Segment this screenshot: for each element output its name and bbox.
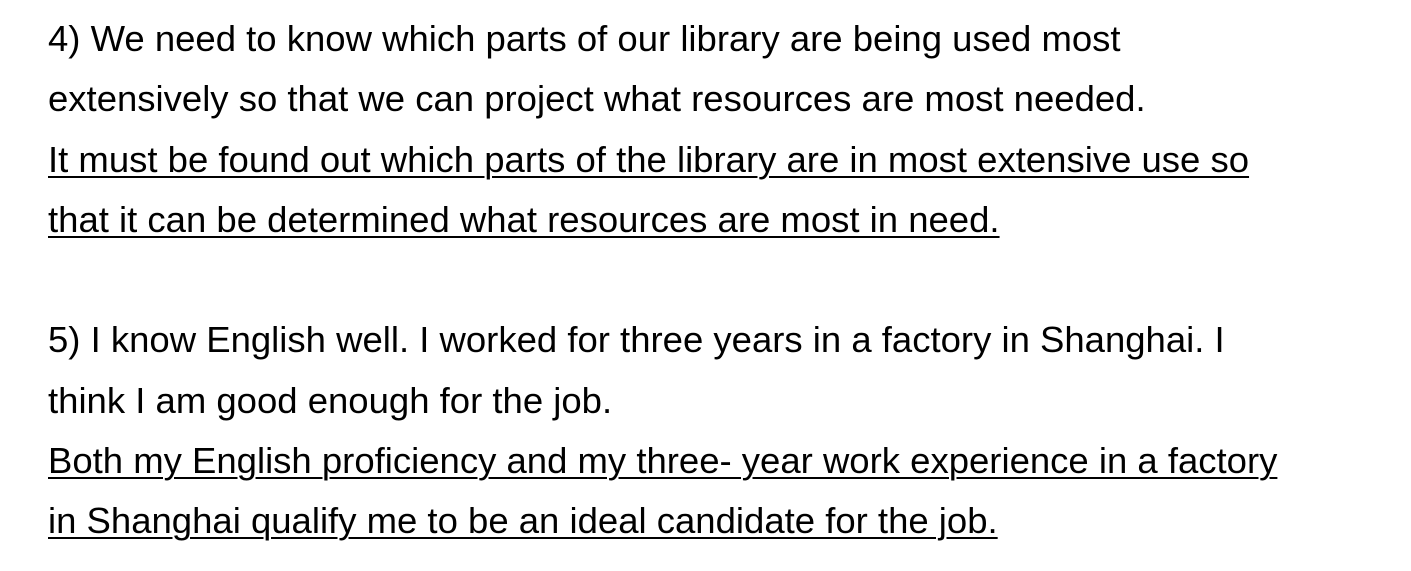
- exercise-item-4: [48, 9, 1388, 250]
- original-sentence-line: think I am good enough for the job.: [48, 379, 613, 421]
- original-sentence-line: 5) I know English well. I worked for three years in a factory in Shanghai. I: [48, 319, 1225, 361]
- rewritten-sentence-line: Both my English proficiency and my three- year work experience in a factory: [48, 440, 1278, 482]
- original-sentence-line: extensively so that we can project what resources are most needed.: [48, 78, 1146, 120]
- rewritten-sentence-line: that it can be determined what resources are most in need.: [48, 198, 1000, 240]
- exercise-item-5: [48, 310, 1388, 551]
- rewritten-sentence-line: in Shanghai qualify me to be an ideal candidate for the job.: [48, 500, 998, 542]
- rewritten-sentence-line: It must be found out which parts of the library are in most extensive use so: [48, 138, 1250, 180]
- document-body: [48, 9, 1388, 552]
- paragraph-spacer: [48, 250, 1388, 310]
- original-sentence-line: 4) We need to know which parts of our library are being used most: [48, 18, 1121, 59]
